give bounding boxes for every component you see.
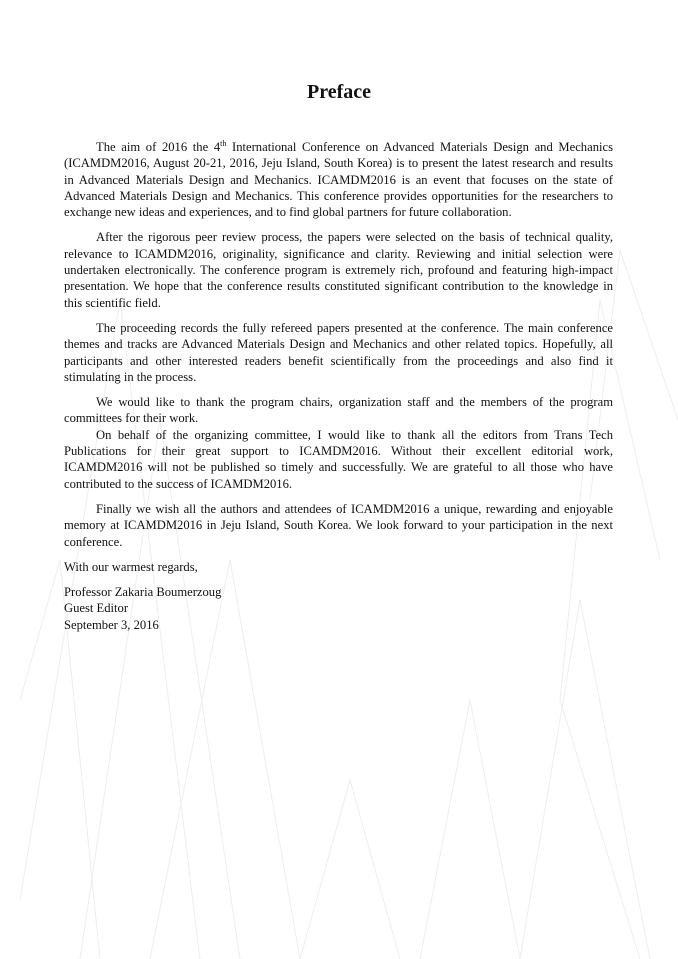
paragraph-1 (64, 139, 613, 220)
paragraph-2: After the rigorous peer review process, the papers were selected on the basis of technical quality, relevance to ICAMDM2016, originality, significance and clarity. Reviewing and initial selection were undertaken electronically. The conference program is extremely rich, profound and featuring high-impact presentation. We hope that the conference results constituted significant contribution to the knowledge in this scientific field. (64, 230, 613, 310)
signature-role: Guest Editor (64, 601, 129, 616)
signature-block (64, 584, 613, 633)
paragraph-1-rest: International Conference on Advanced Materials Design and Mechanics (ICAMDM2016, August 20-21, 2016, Jeju Island, South Korea) is to present the latest research and results in Advanced Materials Design and Mechanics. ICAMDM2016 is an event that focuses on the state of Advanced Materials Design and Mechanics. This conference provides opportunities for the researchers to exchange new ideas and experiences, and to find global partners for future collaboration. (64, 140, 613, 220)
ordinal-suffix: th (220, 139, 227, 148)
paragraph-5: On behalf of the organizing committee, I would like to thank all the editors from Trans Tech Publications for their great support to ICAMDM2016. Without their excellent editorial work, ICAMDM2016 will not be published so timely and successfully. We are grateful to all those who have contributed to the success of ICAMDM2016. (64, 427, 613, 491)
paragraph-3: The proceeding records the fully refereed papers presented at the conference. The main conference themes and tracks are Advanced Materials Design and Mechanics and other related topics. Hopefully, all participants and other interested readers benefit scientifically from the proceedings and also find it stimulating in the process. (64, 320, 613, 384)
closing-line: With our warmest regards, (64, 559, 198, 574)
paragraph-6: Finally we wish all the authors and attendees of ICAMDM2016 a unique, rewarding and enjoyable memory at ICAMDM2016 in Jeju Island, South Korea. We look forward to your participation in the next conference. (64, 501, 613, 549)
paragraph-1-start: The aim of 2016 the 4 (96, 140, 221, 154)
paragraph-4: We would like to thank the program chairs, organization staff and the members of the program committees for their work. (64, 395, 613, 426)
signature-name: Professor Zakaria Boumerzoug (64, 585, 222, 600)
signature-date: September 3, 2016 (64, 617, 159, 632)
page-title: Preface (306, 81, 372, 103)
document-body (64, 139, 613, 633)
